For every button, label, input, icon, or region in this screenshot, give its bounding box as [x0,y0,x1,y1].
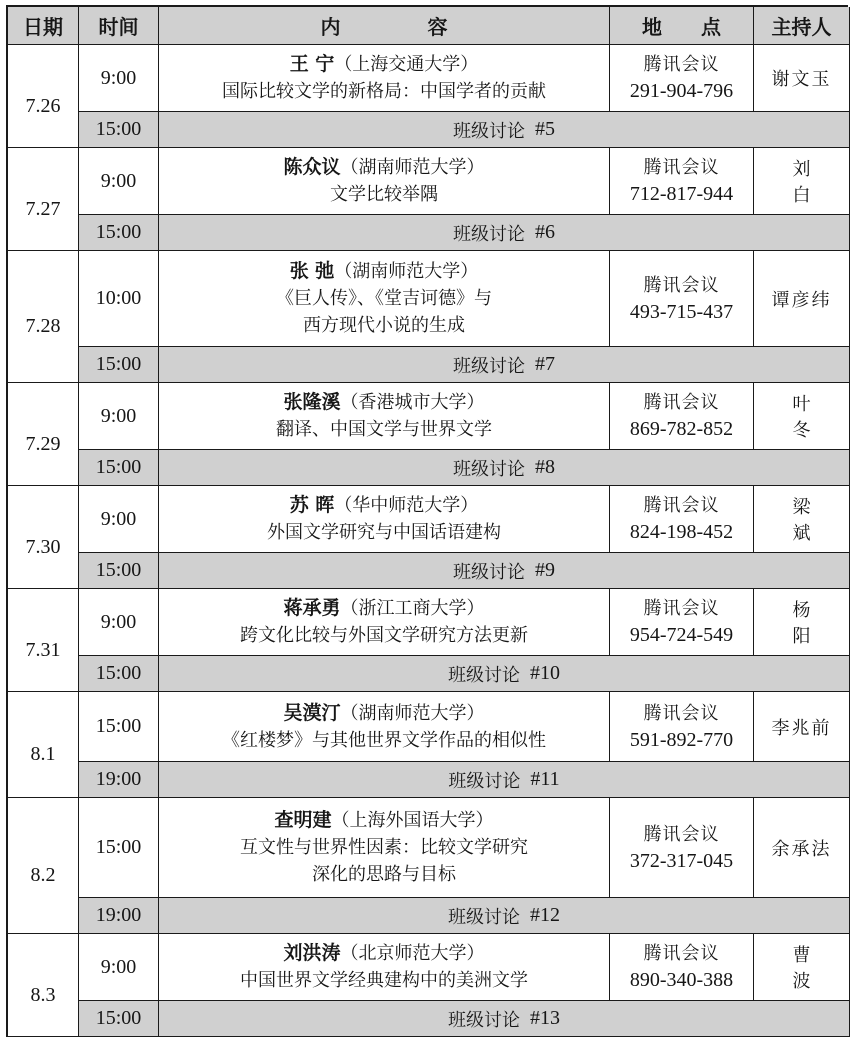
venue-cell [610,934,754,1001]
discussion-time: 19:00 [79,898,159,934]
discussion-number: #13 [530,1007,560,1029]
time-cell: 15:00 [79,798,159,898]
date-cell: 7.28 [8,251,79,383]
speaker-line [290,258,479,285]
host-cell: 谢文玉 [754,45,850,112]
speaker-line [290,492,479,519]
host-cell: 曹 波 [754,934,850,1001]
schedule-table [6,5,848,1037]
discussion-number: #8 [535,456,555,478]
venue-name: 腾讯会议 [643,598,720,619]
lecture-title-line: 外国文学研究与中国话语建构 [267,522,501,543]
venue-name: 腾讯会议 [643,495,720,516]
time-cell: 9:00 [79,45,159,112]
class-discussion [159,215,850,251]
speaker-name: 陈众议 [283,156,341,178]
venue-name: 腾讯会议 [643,823,720,845]
lecture-title-line: 深化的思路与目标 [312,864,456,885]
date-cell: 7.27 [8,148,79,251]
lecture-content [159,934,610,1001]
date-cell: 8.3 [8,934,79,1037]
speaker-affiliation: （香港城市大学） [340,392,485,413]
discussion-label: 班级讨论 [448,664,520,686]
time-cell: 9:00 [79,486,159,553]
speaker-line [283,389,484,416]
speaker-affiliation: （湖南师范大学） [340,157,485,178]
discussion-label: 班级讨论 [448,1009,520,1031]
speaker-affiliation: （华中师范大学） [334,495,479,516]
venue-cell [610,45,754,112]
date-cell: 8.2 [8,798,79,934]
time-cell: 9:00 [79,934,159,1001]
lecture-title-line: 国际比较文学的新格局：中国学者的贡献 [222,81,546,102]
meeting-id: 824-198-452 [629,521,734,543]
lecture-content [159,383,610,450]
class-discussion [159,762,850,798]
time-cell: 9:00 [79,589,159,656]
meeting-id: 291-904-796 [629,80,734,102]
host-cell: 杨 阳 [754,589,850,656]
host-cell: 余承法 [754,798,850,898]
time-cell: 15:00 [79,692,159,762]
venue-name: 腾讯会议 [643,943,720,964]
lecture-content [159,486,610,553]
speaker-affiliation: （上海外国语大学） [331,810,494,831]
discussion-label: 班级讨论 [453,120,525,142]
discussion-time: 15:00 [79,347,159,383]
time-cell: 9:00 [79,148,159,215]
header-host: 主持人 [754,7,850,45]
class-discussion [159,347,850,383]
speaker-name: 蒋承勇 [283,597,341,619]
class-discussion [159,656,850,692]
lecture-title-line: 文学比较举隅 [330,184,438,205]
lecture-title-line: 《巨人传》、《堂吉诃德》与 [276,288,492,309]
venue-cell [610,148,754,215]
discussion-number: #12 [530,904,560,926]
speaker-affiliation: （北京师范大学） [340,943,485,964]
lecture-content [159,148,610,215]
meeting-id: 591-892-770 [629,728,734,751]
venue-cell [610,589,754,656]
speaker-name: 苏 晖 [289,494,335,516]
discussion-number: #9 [535,559,555,581]
discussion-number: #11 [530,768,560,790]
venue-name: 腾讯会议 [643,54,720,75]
discussion-time: 15:00 [79,112,159,148]
speaker-affiliation: （上海交通大学） [334,54,479,75]
meeting-id: 372-317-045 [629,849,734,872]
lecture-content [159,45,610,112]
speaker-line [283,154,484,181]
time-cell: 10:00 [79,251,159,347]
date-cell: 8.1 [8,692,79,798]
date-cell: 7.29 [8,383,79,486]
header-content: 内 容 [159,7,610,45]
lecture-content [159,798,610,898]
lecture-title-line: 互文性与世界性因素：比较文学研究 [240,837,528,858]
speaker-name: 张 弛 [289,260,335,282]
schedule-sheet [6,5,848,1052]
discussion-time: 15:00 [79,450,159,486]
lecture-title-line: 西方现代小说的生成 [303,315,465,336]
discussion-label: 班级讨论 [448,906,520,928]
header-date: 日期 [8,7,79,45]
discussion-number: #6 [535,221,555,243]
speaker-line [283,595,484,622]
class-discussion [159,553,850,589]
speaker-name: 查明建 [274,809,332,831]
venue-cell [610,383,754,450]
lecture-title-line: 中国世界文学经典建构中的美洲文学 [240,970,528,991]
venue-cell [610,486,754,553]
class-discussion [159,898,850,934]
lecture-title-line: 跨文化比较与外国文学研究方法更新 [240,625,528,646]
venue-name: 腾讯会议 [643,274,720,296]
speaker-affiliation: （湖南师范大学） [334,261,479,282]
speaker-name: 吴漠汀 [283,701,341,724]
discussion-time: 15:00 [79,215,159,251]
speaker-affiliation: （浙江工商大学） [340,598,485,619]
venue-cell [610,251,754,347]
class-discussion [159,1001,850,1037]
meeting-id: 869-782-852 [629,418,734,440]
speaker-line [283,700,484,727]
host-cell: 刘 白 [754,148,850,215]
lecture-title-line: 《红楼梦》与其他世界文学作品的相似性 [222,729,546,751]
speaker-line [290,51,479,78]
lecture-title-line: 翻译、中国文学与世界文学 [276,419,492,440]
discussion-number: #5 [535,118,555,140]
lecture-content [159,692,610,762]
venue-name: 腾讯会议 [643,702,720,724]
speaker-name: 张隆溪 [283,391,341,413]
header-venue: 地 点 [610,7,754,45]
date-cell: 7.26 [8,45,79,148]
host-cell: 李兆前 [754,692,850,762]
discussion-time: 19:00 [79,762,159,798]
date-cell: 7.31 [8,589,79,692]
lecture-content [159,589,610,656]
speaker-affiliation: （湖南师范大学） [340,702,485,724]
discussion-time: 15:00 [79,1001,159,1037]
venue-cell [610,692,754,762]
meeting-id: 712-817-944 [629,183,734,205]
class-discussion [159,450,850,486]
speaker-name: 刘洪涛 [283,942,341,964]
speaker-line [274,807,493,834]
discussion-label: 班级讨论 [453,561,525,583]
discussion-number: #7 [535,353,555,375]
header-time: 时间 [79,7,159,45]
venue-name: 腾讯会议 [643,392,720,413]
venue-cell [610,798,754,898]
class-discussion [159,112,850,148]
discussion-label: 班级讨论 [453,223,525,245]
speaker-line [283,940,484,967]
discussion-label: 班级讨论 [453,458,525,480]
discussion-label: 班级讨论 [448,770,521,792]
discussion-time: 15:00 [79,553,159,589]
meeting-id: 493-715-437 [629,300,734,323]
host-cell: 叶 冬 [754,383,850,450]
discussion-label: 班级讨论 [453,355,525,377]
meeting-id: 954-724-549 [629,624,734,646]
discussion-number: #10 [530,662,560,684]
time-cell: 9:00 [79,383,159,450]
host-cell: 谭彦纬 [754,251,850,347]
speaker-name: 王 宁 [289,53,335,75]
host-cell: 梁 斌 [754,486,850,553]
meeting-id: 890-340-388 [629,969,734,991]
discussion-time: 15:00 [79,656,159,692]
lecture-content [159,251,610,347]
venue-name: 腾讯会议 [643,157,720,178]
date-cell: 7.30 [8,486,79,589]
